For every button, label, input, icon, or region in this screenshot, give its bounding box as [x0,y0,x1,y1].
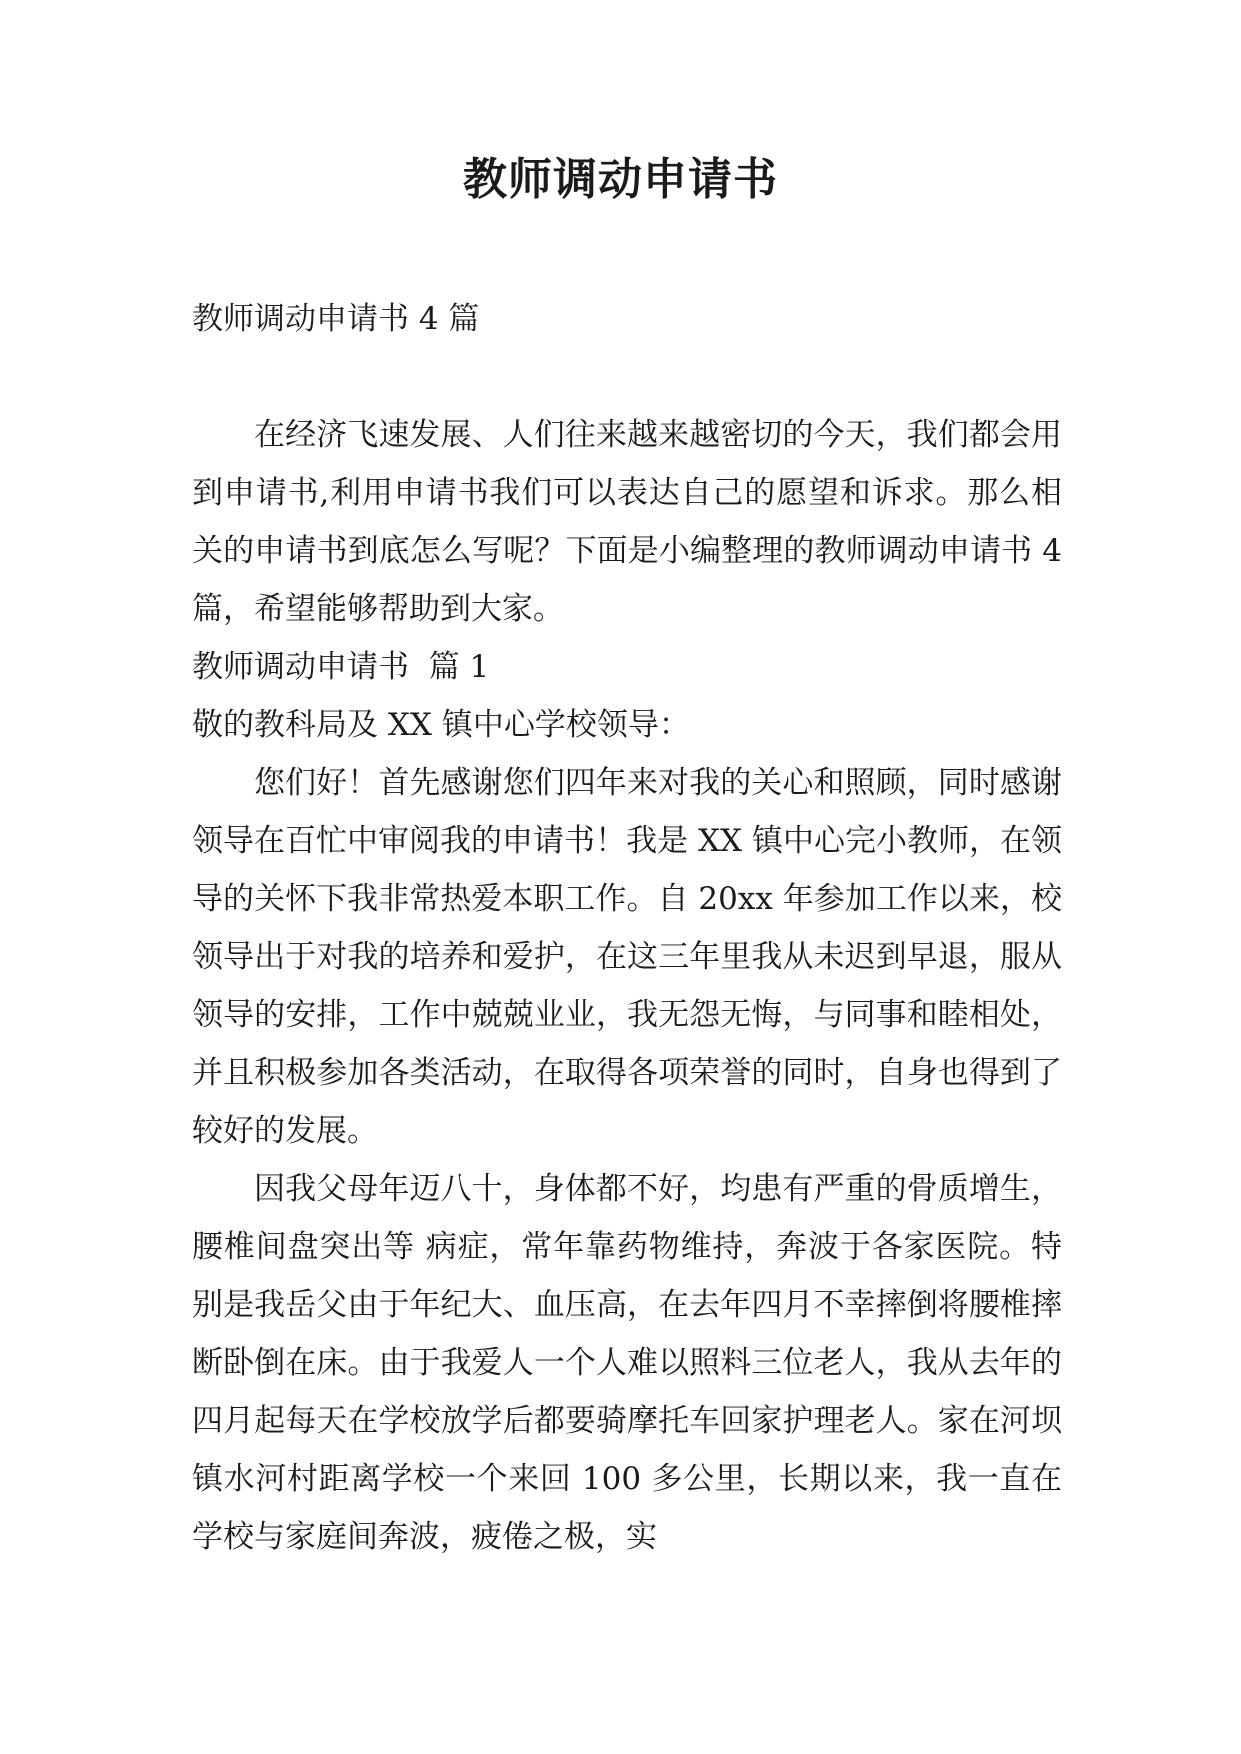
document-subtitle: 教师调动申请书 4 篇 [192,301,480,337]
body-paragraph-2: 因我父母年迈八十，身体都不好，均患有严重的骨质增生，腰椎间盘突出等 病症，常年靠药物维持，奔波于各家医院。特别是我岳父由于年纪大、血压高，在去年四月不幸摔倒将腰椎摔断卧倒在床。由于我爱人一个人难以照料三位老人，我从去年的四月起每天在学校放学后都要骑摩托车回家护理老人。家在河坝镇水河村距离学校一个来回 100 多公里，长期以来，我一直在学校与家庭间奔波，疲倦之极，实 [192,1171,1062,1555]
document-body [192,290,1062,1566]
body-paragraph-1: 您们好！首先感谢您们四年来对我的关心和照顾，同时感谢领导在百忙中审阅我的申请书！我是 XX 镇中心完小教师，在领导的关怀下我非常热爱本职工作。自 20xx 年参加工作以来，校领导出于对我的培养和爱护，在这三年里我从未迟到早退，服从领导的安排，工作中兢兢业业，我无怨无悔，与同事和睦相处，并且积极参加各类活动，在取得各项荣誉的同时，自身也得到了较好的发展。 [192,765,1062,1149]
section-heading: 教师调动申请书 篇 1 [192,649,490,685]
salutation: 敬的教科局及 XX 镇中心学校领导： [192,707,690,743]
intro-paragraph: 在经济飞速发展、人们往来越来越密切的今天，我们都会用到申请书,利用申请书我们可以表达自己的愿望和诉求。那么相关的申请书到底怎么写呢？下面是小编整理的教师调动申请书 4 篇，希望能够帮助到大家。 [192,417,1062,627]
blank-line [192,348,1062,406]
document-title: 教师调动申请书 [463,154,778,205]
